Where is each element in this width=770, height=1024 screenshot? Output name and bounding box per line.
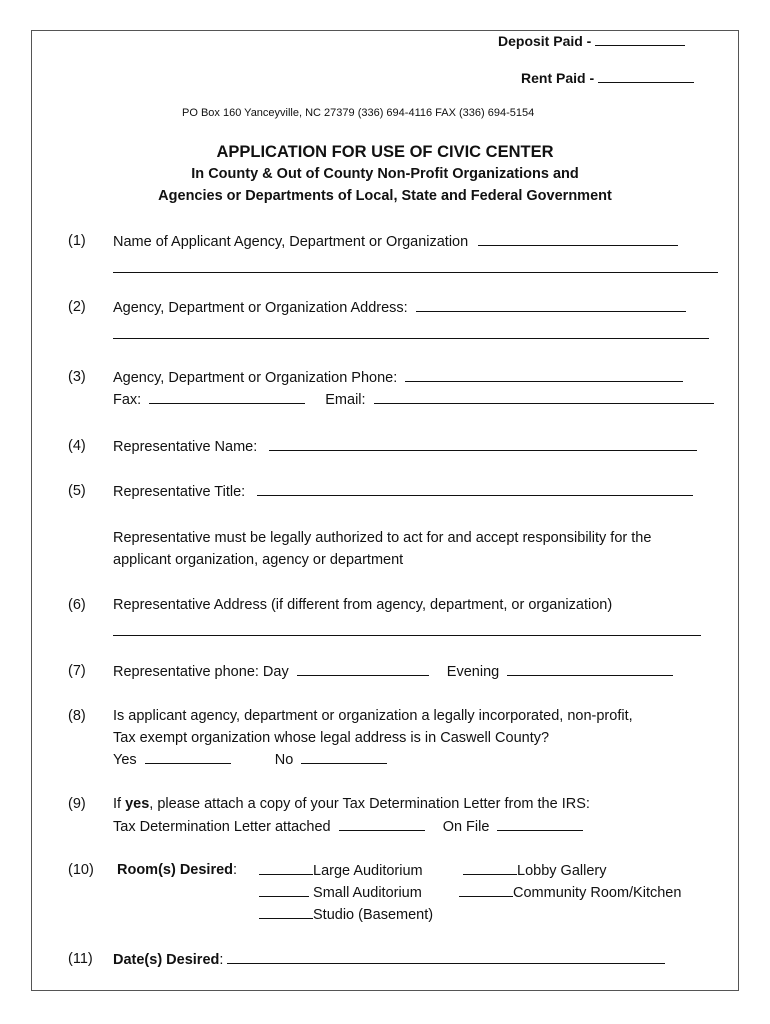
rent-paid-field[interactable] [598,70,694,83]
tax-letter-label: Tax Determination Letter attached [113,819,331,835]
email-field[interactable] [374,391,714,404]
agency-phone-field[interactable] [405,369,683,382]
room-lobby-gallery [463,862,606,879]
question-6-label: Representative Address (if different from agency, department, or organization) [113,597,613,613]
evening-phone-field[interactable] [507,663,673,676]
item-number-5: (5) [68,483,86,499]
contact-address: PO Box 160 Yanceyville, NC 27379 (336) 694-4116 FAX (336) 694-5154 [182,107,535,119]
fax-label: Fax: [113,392,142,408]
question-9-if: If [113,796,126,812]
form-subtitle-1: In County & Out of County Non-Profit Organizations and [191,166,579,182]
day-phone-field[interactable] [297,663,429,676]
room-studio [259,906,433,923]
item-number-3: (3) [68,369,86,385]
item-number-2: (2) [68,299,86,315]
question-8-line2: Tax exempt organization whose legal address is in Caswell County? [113,730,550,746]
yes-label: Yes [113,752,137,768]
item-number-4: (4) [68,438,86,454]
studio-field[interactable] [259,906,313,919]
question-11: Date(s) Desired: [113,951,665,968]
question-9-rest: , please attach a copy of your Tax Determination Letter from the IRS: [149,796,590,812]
representative-address-field[interactable] [113,635,701,636]
room-large-auditorium [259,862,423,879]
large-auditorium-field[interactable] [259,862,313,875]
room-small-auditorium [259,884,422,901]
item-number-8: (8) [68,708,86,724]
rent-paid-line [521,70,694,86]
representative-name-field[interactable] [269,438,697,451]
small-auditorium-label: Small Auditorium [309,885,422,901]
question-5 [113,483,693,500]
question-5-label: Representative Title: [113,484,246,500]
form-title: APPLICATION FOR USE OF CIVIC CENTER [216,143,554,161]
community-room-field[interactable] [459,884,513,897]
question-8-line1: Is applicant agency, department or organization a legally incorporated, non-profit, [113,708,633,724]
question-1 [113,233,678,250]
authorization-note-1: Representative must be legally authorized to act for and accept responsibility for the [113,530,652,546]
question-9-line1 [113,796,590,812]
question-3 [113,369,683,386]
question-4-label: Representative Name: [113,439,258,455]
question-4 [113,438,697,455]
item-number-6: (6) [68,597,86,613]
item-number-11: (11) [68,951,93,967]
email-label: Email: [325,392,366,408]
yes-no-line [113,751,387,768]
evening-label: Evening [446,664,500,680]
deposit-paid-field[interactable] [595,33,685,46]
authorization-note-2: applicant organization, agency or department [113,552,404,568]
rooms-desired-label: Room(s) Desired [117,862,234,878]
on-file-label: On File [442,819,490,835]
question-7-label: Representative phone: Day [113,664,289,680]
question-10: Room(s) Desired: [117,862,238,878]
on-file-field[interactable] [497,818,583,831]
item-number-9: (9) [68,796,86,812]
question-1-label: Name of Applicant Agency, Department or Organization [113,234,469,250]
fax-email-line [113,391,714,408]
question-9-line2 [113,818,583,835]
lobby-gallery-field[interactable] [463,862,517,875]
large-auditorium-label: Large Auditorium [313,863,423,879]
no-field[interactable] [301,751,387,764]
dates-desired-field[interactable] [227,951,665,964]
question-3-label: Agency, Department or Organization Phone: [113,370,398,386]
question-9-yes-bold: yes [125,796,150,812]
item-number-10: (10) [68,862,94,878]
deposit-paid-line [498,33,685,49]
no-label: No [274,752,294,768]
representative-title-field[interactable] [257,483,693,496]
question-7 [113,663,673,680]
community-room-label: Community Room/Kitchen [513,885,682,901]
studio-label: Studio (Basement) [313,907,434,923]
fax-field[interactable] [149,391,305,404]
small-auditorium-field[interactable] [259,884,309,897]
item-number-1: (1) [68,233,86,249]
tax-letter-attached-field[interactable] [339,818,425,831]
lobby-gallery-label: Lobby Gallery [517,863,607,879]
agency-address-field[interactable] [416,299,686,312]
applicant-name-field[interactable] [478,233,678,246]
agency-address-field-line2[interactable] [113,338,709,339]
room-community [459,884,681,901]
item-number-7: (7) [68,663,86,679]
applicant-name-field-line2[interactable] [113,272,718,273]
yes-field[interactable] [145,751,231,764]
deposit-paid-label: Deposit Paid - [498,33,596,49]
question-2 [113,299,686,316]
form-subtitle-2: Agencies or Departments of Local, State and Federal Government [158,188,612,204]
dates-desired-label: Date(s) Desired [113,952,220,968]
rent-paid-label: Rent Paid - [521,70,599,86]
question-2-label: Agency, Department or Organization Address: [113,300,408,316]
